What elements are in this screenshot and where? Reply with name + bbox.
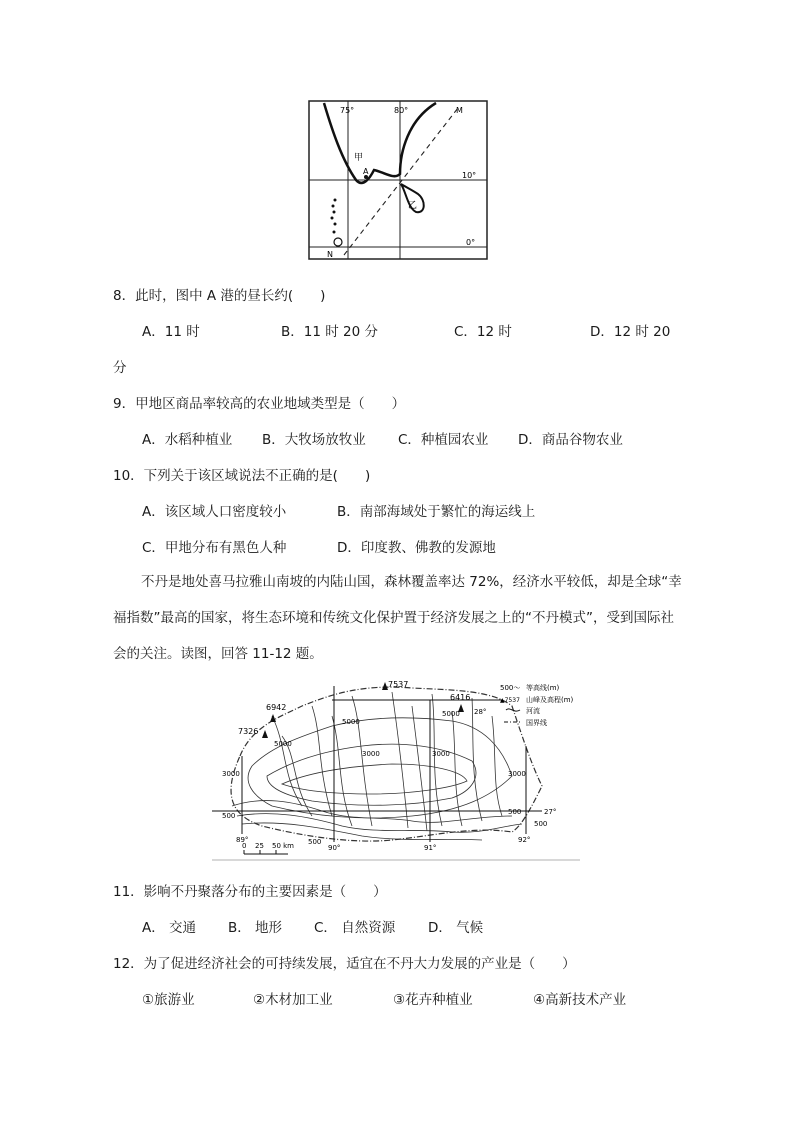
- option-8-a: A．11 时: [142, 324, 200, 340]
- contour-value: 500: [222, 812, 236, 820]
- lon-label: 75°: [340, 106, 355, 115]
- peak-elevation: 6942: [266, 703, 287, 712]
- option-10-a: A．该区域人口密度较小: [142, 504, 287, 520]
- point-label-m: M: [456, 106, 463, 115]
- scale-label: 50 km: [272, 842, 295, 850]
- option-8-c: C．12 时: [454, 324, 512, 340]
- option-12-1: ①旅游业: [142, 992, 195, 1008]
- option-12-2: ②木材加工业: [253, 992, 333, 1008]
- point-label-n: N: [327, 250, 333, 259]
- option-12-4: ④高新技术产业: [533, 992, 627, 1008]
- question-12-stem: 12．为了促进经济社会的可持续发展，适宜在不丹大力发展的产业是（ ）: [113, 956, 576, 972]
- lon-label: 91°: [424, 844, 437, 852]
- legend-symbol: ▲7537: [500, 697, 520, 704]
- option-9-d: D．商品谷物农业: [518, 432, 623, 448]
- lat-label: 0°: [466, 238, 476, 247]
- point-label-jia: 甲: [354, 153, 364, 163]
- peak-elevation: 6416: [450, 693, 471, 702]
- legend-label: 等高线(m): [526, 684, 560, 692]
- lat-label: 28°: [474, 708, 487, 716]
- figure-1-map: [308, 100, 488, 260]
- scale-label: 25: [255, 842, 264, 850]
- option-11-a: A． 交通: [142, 920, 197, 936]
- option-10-b: B．南部海域处于繁忙的海运线上: [337, 504, 536, 520]
- question-10-stem: 10．下列关于该区域说法不正确的是( ): [113, 468, 371, 484]
- contour-value: 3000: [508, 770, 526, 778]
- contour-value: 3000: [432, 750, 450, 758]
- point-label-a: A: [363, 167, 369, 176]
- option-8-d-wrap: 分: [113, 360, 127, 376]
- passage-bhutan: 不丹是地处喜马拉雅山南坡的内陆山国，森林覆盖率达 72%，经济水平较低，却是全球“幸福指数”最高的国家，将生态环境和传统文化保护置于经济发展之上的“不丹模式”，受到国际社会的关注。读图，回答 11-12 题。: [113, 574, 682, 662]
- contour-value: 500: [508, 808, 522, 816]
- question-9-stem: 9．甲地区商品率较高的农业地域类型是（ ）: [113, 396, 406, 412]
- legend-label: 国界线: [526, 719, 547, 727]
- peak-elevation: 7537: [388, 680, 409, 689]
- option-12-3: ③花卉种植业: [393, 992, 473, 1008]
- legend-label: 河流: [526, 707, 540, 715]
- legend-label: 山峰及高程(m): [526, 696, 574, 704]
- peak-elevation: 7326: [238, 727, 259, 736]
- question-11-stem: 11．影响不丹聚落分布的主要因素是（ ）: [113, 884, 387, 900]
- option-11-b: B． 地形: [228, 920, 283, 936]
- point-label-yi: 乙: [408, 201, 418, 211]
- contour-value: 5000: [342, 718, 360, 726]
- option-10-d: D．印度教、佛教的发源地: [337, 540, 496, 556]
- scale-label: 0: [242, 842, 247, 850]
- map-legend: [500, 683, 574, 727]
- contour-value: 3000: [222, 770, 240, 778]
- option-8-d: D．12 时 20: [590, 324, 671, 340]
- question-8-stem: 8．此时，图中 A 港的昼长约( ): [113, 288, 326, 304]
- contour-value: 500: [308, 838, 322, 846]
- contour-value: 5000: [442, 710, 460, 718]
- option-8-b: B．11 时 20 分: [281, 324, 378, 340]
- option-10-c: C．甲地分布有黑色人种: [142, 540, 287, 556]
- lat-label: 10°: [462, 171, 477, 180]
- lat-label: 27°: [544, 808, 557, 816]
- contour-value: 3000: [362, 750, 380, 758]
- contour-value: 5000: [274, 740, 292, 748]
- option-11-c: C． 自然资源: [314, 920, 396, 936]
- option-9-b: B．大牧场放牧业: [262, 432, 366, 448]
- option-9-c: C．种植园农业: [398, 432, 489, 448]
- lon-label: 92°: [518, 836, 531, 844]
- contour-value: 500: [534, 820, 548, 828]
- option-11-d: D． 气候: [428, 920, 484, 936]
- option-9-a: A．水稻种植业: [142, 432, 233, 448]
- lon-label: 80°: [394, 106, 409, 115]
- lon-label: 89°: [236, 836, 249, 844]
- legend-symbol: 500～: [500, 684, 521, 692]
- figure-2-bhutan-map: [212, 676, 580, 864]
- lon-label: 90°: [328, 844, 341, 852]
